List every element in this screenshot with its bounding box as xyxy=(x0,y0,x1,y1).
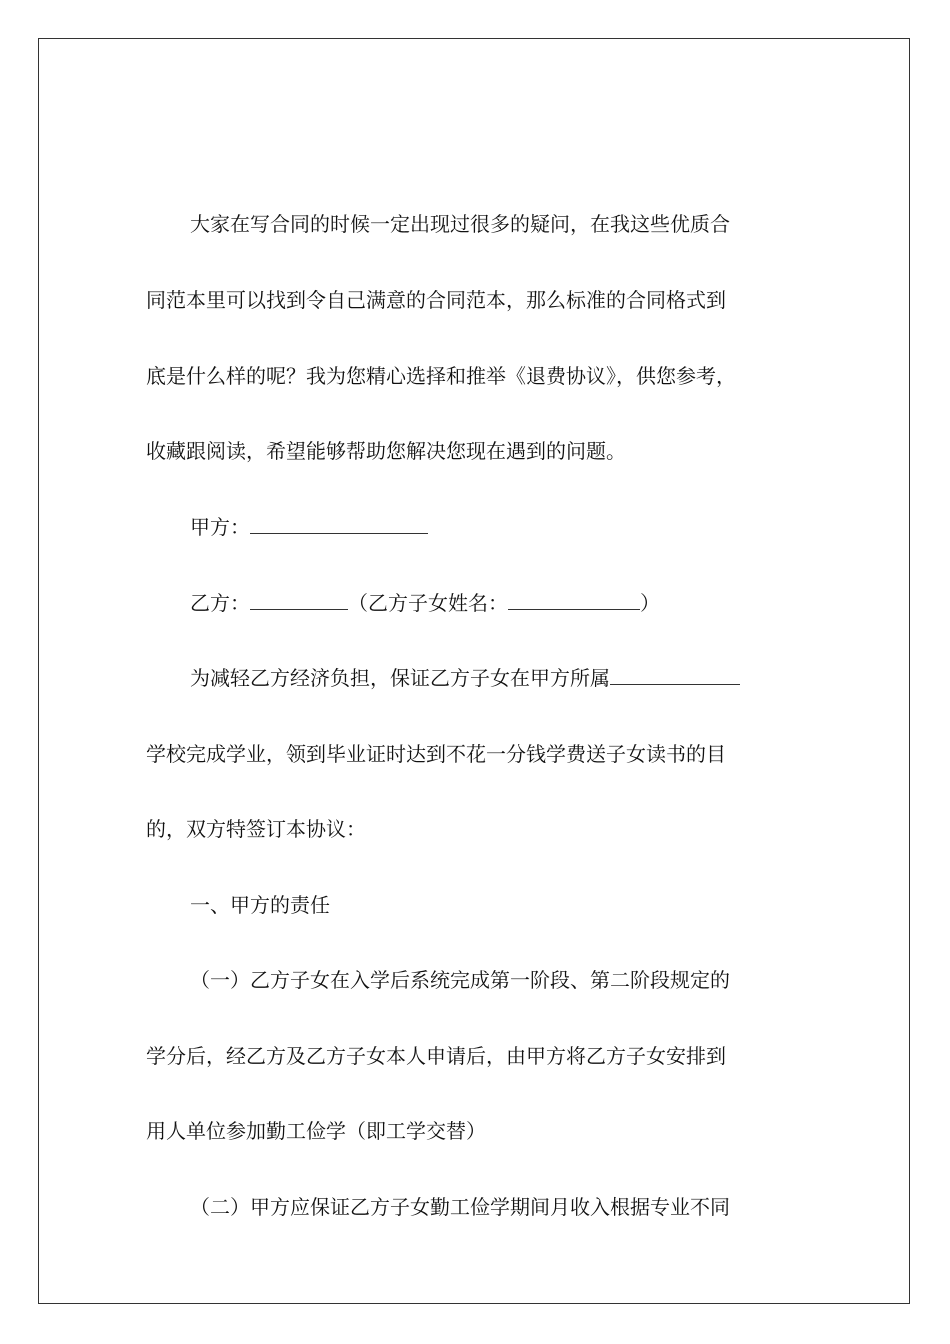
section-1-title: 一、甲方的责任 xyxy=(190,893,330,917)
intro-line-1: 大家在写合同的时候一定出现过很多的疑问，在我这些优质合 xyxy=(190,212,730,236)
item-1-line-3: 用人单位参加勤工俭学（即工学交替） xyxy=(146,1119,486,1143)
party-a-blank xyxy=(250,515,428,534)
intro-line-3: 底是什么样的呢？我为您精心选择和推举《退费协议》，供您参考， xyxy=(146,364,736,388)
party-a-line xyxy=(190,513,428,541)
item-2-line-1: （二）甲方应保证乙方子女勤工俭学期间月收入根据专业不同 xyxy=(190,1195,730,1219)
purpose-line-3: 的，双方特签订本协议： xyxy=(146,817,366,841)
school-blank xyxy=(610,666,740,685)
party-b-blank xyxy=(250,591,348,610)
intro-line-2: 同范本里可以找到令自己满意的合同范本，那么标准的合同格式到 xyxy=(146,288,726,312)
intro-line-4: 收藏跟阅读，希望能够帮助您解决您现在遇到的问题。 xyxy=(146,439,626,463)
party-b-close: ） xyxy=(640,591,660,615)
item-1-line-1: （一）乙方子女在入学后系统完成第一阶段、第二阶段规定的 xyxy=(190,968,730,992)
party-a-label: 甲方： xyxy=(190,515,250,539)
party-b-line xyxy=(190,589,660,617)
party-b-label: 乙方： xyxy=(190,591,250,615)
party-b-child-label: （乙方子女姓名： xyxy=(348,591,508,615)
item-1-line-2: 学分后，经乙方及乙方子女本人申请后，由甲方将乙方子女安排到 xyxy=(146,1044,726,1068)
party-b-child-blank xyxy=(508,591,640,610)
purpose-line-1 xyxy=(190,664,740,692)
purpose-line-1-text: 为减轻乙方经济负担，保证乙方子女在甲方所属 xyxy=(190,666,610,690)
purpose-line-2: 学校完成学业，领到毕业证时达到不花一分钱学费送子女读书的目 xyxy=(146,742,726,766)
